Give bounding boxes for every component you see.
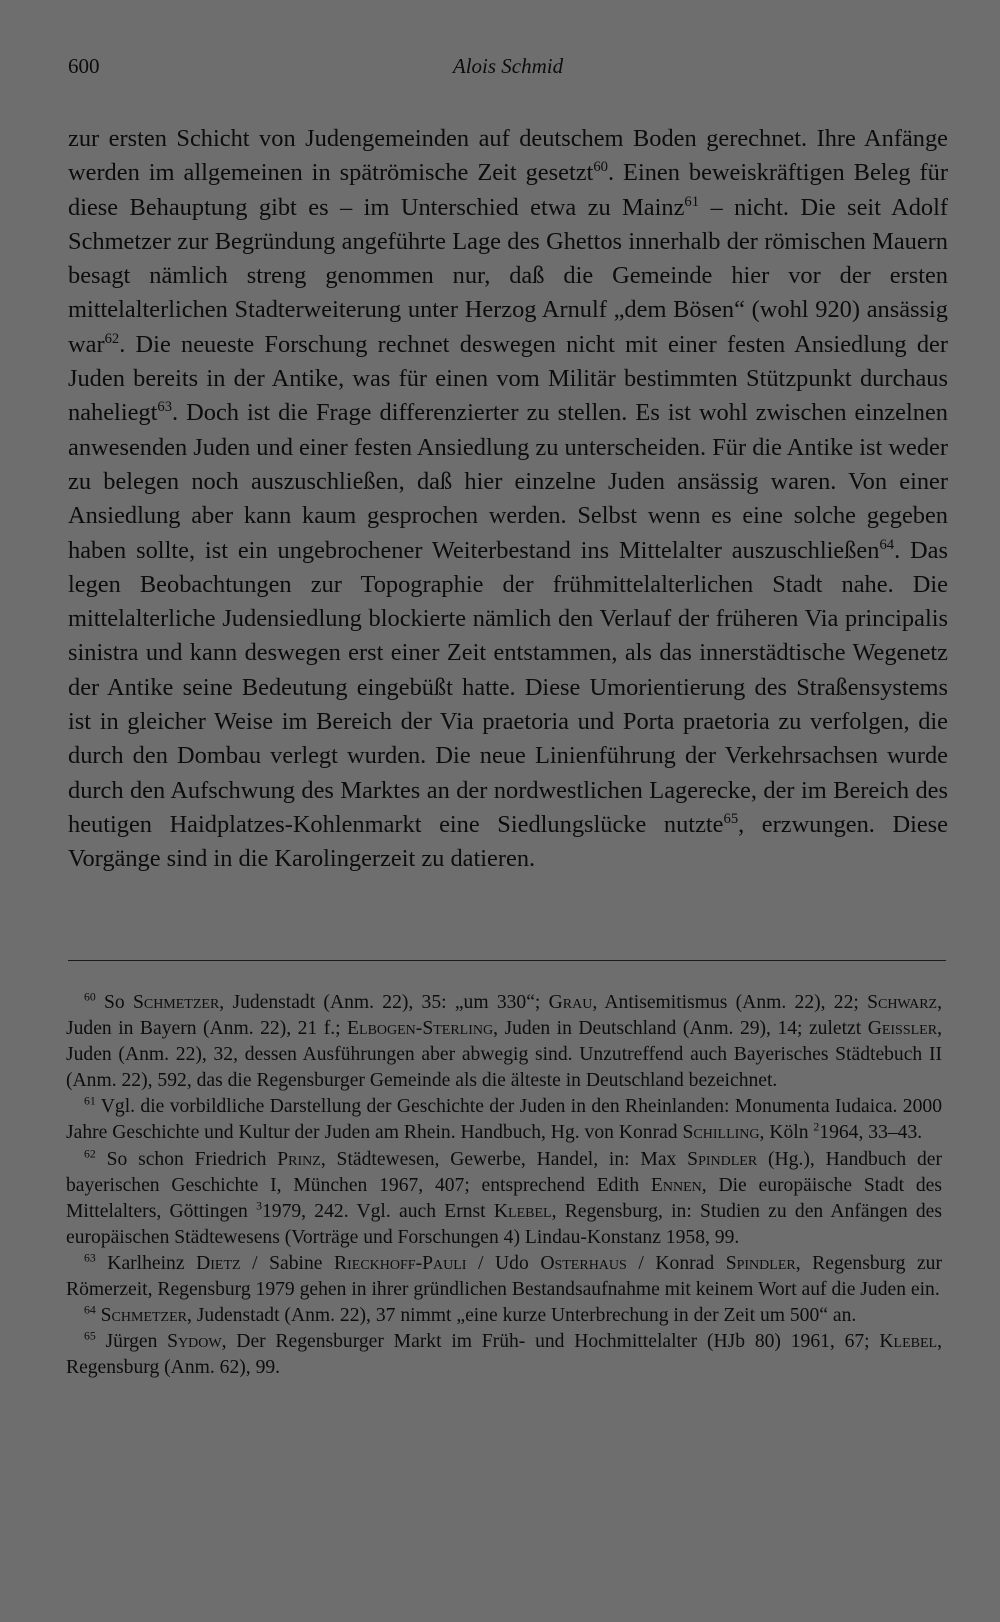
author-name: Geissler	[867, 1018, 938, 1040]
note-reference: 61	[84, 1094, 96, 1108]
text-run: / Konrad	[626, 1252, 726, 1274]
text-run: / Udo	[466, 1252, 541, 1274]
note-reference: 63	[84, 1251, 96, 1265]
text-run: , Juden (Anm. 22), 32, dessen Ausführungen aber abwegig sind. Unzutreffend auch Bayerisches Städtebuch II (Anm. 22), 592, das die Regensburger Gemeinde als die älteste in Deutschland bezeichnet.	[66, 1018, 942, 1092]
footnote-60	[66, 990, 942, 1094]
author-name: Klebel	[493, 1200, 552, 1222]
author-name: Ennen	[650, 1174, 702, 1196]
note-reference: 65	[84, 1329, 96, 1343]
text-run: 1979, 242. Vgl. auch Ernst	[261, 1200, 494, 1222]
text-run: Jürgen	[95, 1331, 168, 1353]
text-run: , erzwungen. Diese Vorgänge sind in die Karolingerzeit zu datieren.	[68, 810, 949, 873]
note-reference: 63	[157, 399, 173, 416]
author-name: Klebel	[879, 1331, 938, 1353]
text-run: , Regensburg zur Römerzeit, Regensburg 1979 gehen in ihrer gründlichen Bestandsaufnahme mit keinem Wort auf die Juden ein.	[66, 1252, 942, 1301]
footnote-64	[66, 1303, 942, 1329]
author-name: Rieckhoff-Pauli	[334, 1252, 467, 1274]
text-run: , Judenstadt (Anm. 22), 37 nimmt „eine kurze Unterbrechung in der Zeit um 500“ an.	[187, 1305, 857, 1327]
note-reference: 62	[104, 330, 120, 347]
author-name: Dietz	[196, 1252, 241, 1274]
text-run: , Städtewesen, Gewerbe, Handel, in: Max	[320, 1148, 688, 1170]
author-name: Schilling	[682, 1122, 760, 1144]
note-reference: 61	[684, 193, 700, 210]
author-name: Spindler	[725, 1252, 796, 1274]
note-reference: 60	[593, 159, 608, 176]
text-run: , Regensburg (Anm. 62), 99.	[66, 1331, 942, 1379]
author-name: Osterhaus	[540, 1252, 627, 1274]
author-name: Prinz	[277, 1148, 321, 1170]
text-run: , Die europäische Stadt des Mittelalters, Göttingen	[66, 1174, 943, 1222]
text-run: Vgl. die vorbildliche Darstellung der Geschichte der Juden in den Rheinlanden: Monumenta Iudaica. 2000 Jahre Geschichte und Kultur der Juden am Rhein. Handbuch, Hg. von Konrad	[66, 1096, 942, 1144]
text-run: , Judenstadt (Anm. 22), 35: „um 330“;	[219, 992, 549, 1013]
text-run: So	[95, 992, 133, 1013]
footnotes	[66, 990, 942, 1381]
author-name: Schmetzer	[100, 1305, 187, 1327]
text-run: , Regensburg, in: Studien zu den Anfängen des europäischen Städtewesens (Vorträge und Forschungen 4) Lindau-Konstanz 1958, 99.	[66, 1200, 942, 1248]
note-reference: 60	[84, 990, 96, 1004]
main-text	[68, 122, 948, 877]
text-run: – nicht. Die seit Adolf Schmetzer zur Begründung angeführte Lage des Ghettos innerhalb der römischen Mauern besagt nämlich streng genommen nur, daß die Gemeinde hier vor der ersten mittelalterlichen Stadterweiterung unter Herzog Arnulf „dem Bösen“ (wohl 920) ansässig war	[68, 193, 948, 358]
author-name: Schwarz	[867, 992, 938, 1013]
text-run: . Das legen Beobachtungen zur Topographie der frühmittelalterlichen Stadt nahe. Die mittelalterliche Judensiedlung blockierte nämlich den Verlauf der früheren Via principalis sinistra und kann deswegen erst einer Zeit entstammen, als das innerstädtische Wegenetz der Antike seine Bedeutung eingebüßt hatte. Diese Umorientierung des Straßensystems ist in gleicher Weise im Bereich der Via praetoria und Porta praetoria zu verfolgen, die durch den Dombau verlegt wurden. Die neue Linienführung der Verkehrsachsen wurde durch den Aufschwung des Marktes an der nordwestlichen Lagerecke, der im Bereich des heutigen Haidplatzes-Kohlenmarkt eine Siedlungslücke nutzte	[68, 536, 948, 838]
text-run: Karlheinz	[95, 1252, 197, 1274]
running-head: Alois Schmid	[452, 54, 564, 78]
note-reference: 2	[813, 1120, 820, 1134]
text-run: , Juden in Deutschland (Anm. 29), 14; zuletzt	[493, 1018, 868, 1040]
note-reference: 64	[84, 1303, 96, 1317]
text-run: . Die neueste Forschung rechnet deswegen nicht mit einer festen Ansiedlung der Juden bereits in der Antike, was für einen vom Militär bestimmten Stützpunkt durchaus naheliegt	[68, 330, 948, 427]
footnote-separator	[68, 960, 946, 961]
page-header	[68, 54, 948, 86]
text-run: So schon Friedrich	[95, 1148, 278, 1170]
footnote-61	[66, 1094, 942, 1146]
note-reference: 65	[723, 810, 739, 827]
author-name: Schmetzer	[132, 992, 220, 1013]
text-run: , Köln	[759, 1122, 814, 1144]
text-run: zur ersten Schicht von Judengemeinden auf deutschem Boden gerechnet. Ihre Anfänge werden im allgemeinen in spätrömische Zeit gesetzt	[68, 125, 948, 187]
text-run: 1964, 33–43.	[819, 1122, 923, 1144]
text-run: , Juden in Bayern (Anm. 22), 21 f.;	[66, 992, 942, 1040]
note-reference: 64	[879, 536, 895, 553]
footnote-62	[66, 1147, 942, 1251]
author-name: Sydow	[167, 1331, 222, 1353]
page-number: 600	[68, 54, 100, 78]
text-run: . Doch ist die Frage differenzierter zu stellen. Es ist wohl zwischen einzelnen anwesenden Juden und einer festen Ansiedlung zu unterscheiden. Für die Antike ist weder zu belegen noch auszuschließen, daß hier einzelne Juden ansässig waren. Von einer Ansiedlung aber kann kaum gesprochen werden. Selbst wenn es eine solche gegeben haben sollte, ist ein ungebrochener Weiterbestand ins Mittelalter auszuschließen	[68, 399, 948, 564]
note-reference: 62	[84, 1147, 96, 1161]
body-paragraph	[68, 122, 948, 877]
author-name: Grau	[548, 992, 593, 1013]
author-name: Spindler	[687, 1148, 758, 1170]
text-run: (Hg.), Handbuch der bayerischen Geschichte I, München 1967, 407; entsprechend Edith	[66, 1148, 942, 1196]
text-run: . Einen beweiskräftigen Beleg für diese Behauptung gibt es – im Unterschied etwa zu Mainz	[68, 159, 948, 221]
author-name: Elbogen-Sterling	[347, 1018, 494, 1040]
footnote-65	[66, 1329, 942, 1381]
text-run: , Der Regensburger Markt im Früh- und Hochmittelalter (HJb 80) 1961, 67;	[221, 1331, 880, 1353]
text-run: / Sabine	[240, 1252, 335, 1274]
text-run: , Antisemitismus (Anm. 22), 22;	[592, 992, 868, 1013]
note-reference: 3	[256, 1199, 262, 1213]
footnote-63	[66, 1251, 942, 1303]
